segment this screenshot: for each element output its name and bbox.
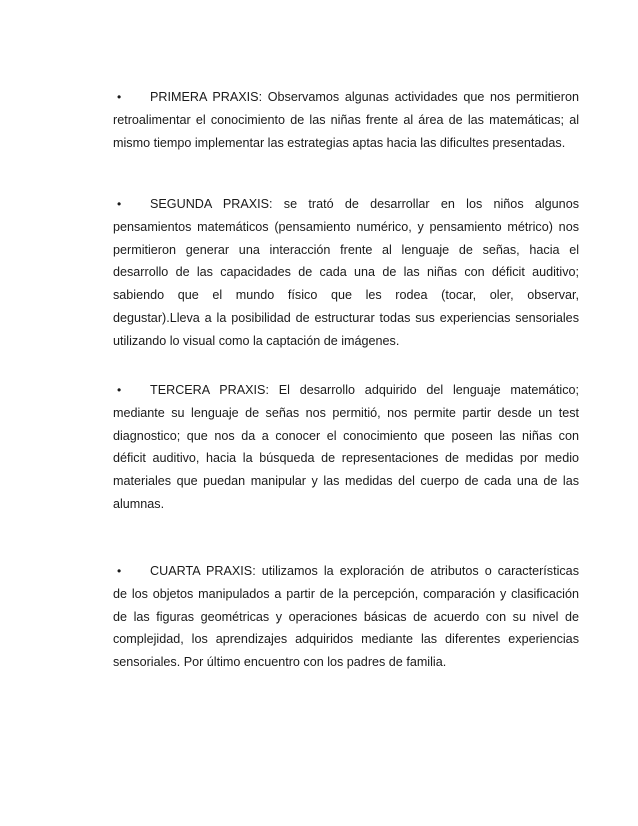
paragraph-first-line — [113, 193, 579, 216]
paragraph-line: sensoriales. Por último encuentro con los padres de familia. — [113, 655, 447, 670]
paragraph-line: sabiendo que el mundo físico que les rodea (tocar, oler, observar, — [113, 288, 579, 303]
paragraph-line: complejidad, los aprendizajes adquiridos mediante las diferentes experiencias — [113, 632, 579, 647]
paragraph-line: PRIMERA PRAXIS: Observamos algunas actividades que nos permitieron — [150, 90, 579, 104]
praxis-paragraph-primera — [113, 86, 579, 154]
bullet-icon: • — [117, 197, 122, 211]
paragraph-line: utilizando lo visual como la captación de imágenes. — [113, 333, 400, 348]
paragraph-line: déficit auditivo, hacia la búsqueda de representaciones de medidas por medio — [113, 451, 579, 466]
paragraph-line: de las figuras geométricas y operaciones básicas de acuerdo con su nivel de — [113, 609, 579, 624]
paragraph-first-line — [113, 379, 579, 402]
praxis-paragraph-cuarta — [113, 560, 579, 674]
paragraph-line: pensamientos matemáticos (pensamiento numérico, y pensamiento métrico) nos — [113, 219, 579, 234]
bullet-icon: • — [117, 564, 122, 578]
paragraph-first-line — [113, 86, 579, 109]
bullet-icon: • — [117, 383, 122, 397]
praxis-paragraph-tercera — [113, 379, 579, 516]
paragraph-line: de los objetos manipulados a partir de la percepción, comparación y clasificación — [113, 586, 579, 601]
paragraph-line: permitieron generar una interacción frente al lenguaje de señas, hacia el — [113, 242, 579, 257]
paragraph-first-line — [113, 560, 579, 583]
paragraph-line: desarrollo de las capacidades de cada una de las niñas con déficit auditivo; — [113, 265, 579, 280]
paragraph-line: materiales que puedan manipular y las medidas del cuerpo de cada una de las — [113, 474, 579, 489]
bullet-icon: • — [117, 90, 122, 104]
praxis-paragraph-segunda — [113, 193, 579, 353]
paragraph-line: retroalimentar el conocimiento de las niñas frente al área de las matemáticas; al — [113, 112, 579, 127]
paragraph-line: mismo tiempo implementar las estrategias aptas hacia las dificultes presentadas. — [113, 135, 566, 150]
paragraph-line: alumnas. — [113, 496, 165, 511]
paragraph-line: diagnostico; que nos da a conocer el conocimiento que poseen las niñas con — [113, 428, 579, 443]
paragraph-line: CUARTA PRAXIS: utilizamos la exploración de atributos o características — [150, 564, 579, 578]
paragraph-line: mediante su lenguaje de señas nos permitió, nos permite partir desde un test — [113, 405, 579, 420]
paragraph-line: SEGUNDA PRAXIS: se trató de desarrollar en los niños algunos — [150, 197, 579, 211]
paragraph-line: degustar).Lleva a la posibilidad de estructurar todas sus experiencias sensoriales — [113, 310, 579, 325]
paragraph-line: TERCERA PRAXIS: El desarrollo adquirido del lenguaje matemático; — [150, 383, 579, 397]
